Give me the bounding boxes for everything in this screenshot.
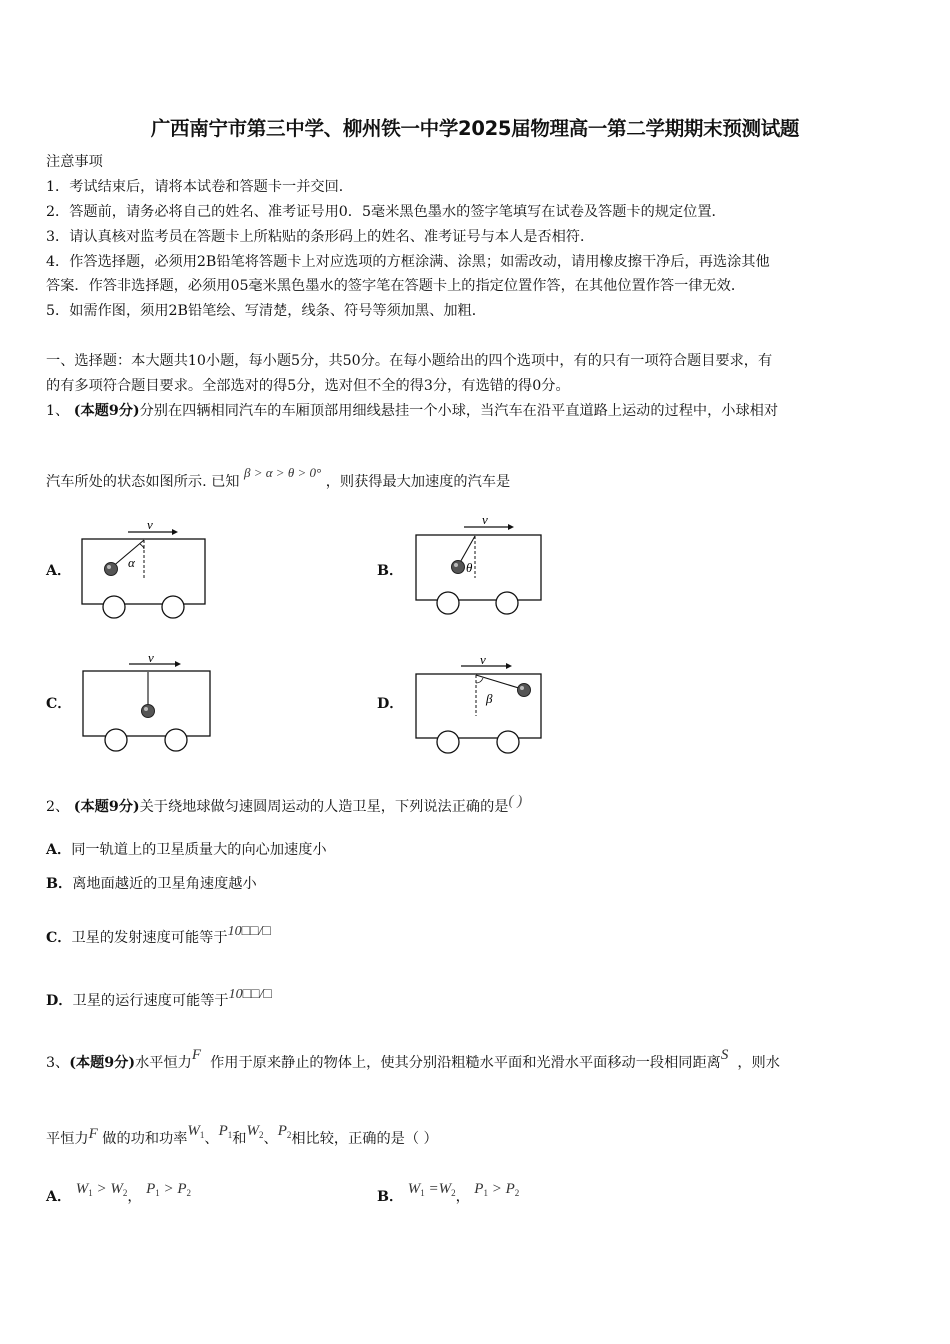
question-text: 水平恒力 xyxy=(135,1055,192,1071)
option-a[interactable] xyxy=(46,1180,191,1206)
section-instructions: 一、选择题：本大题共10小题，每小题5分，共50分。在每小题给出的四个选项中，有的只有一项符合题目要求，有 xyxy=(46,353,773,369)
option-b[interactable] xyxy=(377,1180,519,1206)
power-p2: $P_2$ xyxy=(277,1123,292,1140)
work-w1: $W_1$ xyxy=(187,1123,205,1140)
option-label: B． xyxy=(377,1189,404,1205)
question-text: 关于绕地球做匀速圆周运动的人造卫星，下列说法正确的是 xyxy=(139,799,509,815)
question-1-line-1 xyxy=(46,402,778,420)
work-w2: $W_2$ xyxy=(246,1123,264,1140)
option-label: A． xyxy=(46,1189,72,1205)
notice-item: 5．如需作图，须用2B铅笔绘、写清楚，线条、符号等须加黑、加粗． xyxy=(46,303,486,319)
separator: 、 xyxy=(204,1131,219,1147)
question-number: 2、 xyxy=(46,799,70,815)
option-c-label[interactable]: C． xyxy=(46,696,72,712)
question-score: (本题9分) xyxy=(73,799,140,815)
option-formula: 10□□/□ xyxy=(228,987,272,1002)
option-b[interactable] xyxy=(46,875,257,893)
question-text: 作用于原来静止的物体上，使其分别沿粗糙水平面和光滑水平面移动一段相同距离 xyxy=(210,1055,721,1071)
power-p1: $P_1$ xyxy=(218,1123,233,1140)
car-figure-b xyxy=(414,510,544,620)
question-score: (本题9分) xyxy=(73,403,140,419)
velocity-label: v xyxy=(480,652,486,667)
angle-beta-label: β xyxy=(486,691,493,706)
answer-parenthesis: ( ) xyxy=(508,793,523,809)
conjunction: 和 xyxy=(232,1131,247,1147)
comma: ， xyxy=(455,1189,470,1205)
question-text: 做的功和功率 xyxy=(102,1131,188,1147)
question-text: ，则水 xyxy=(737,1055,780,1071)
page-title: 广西南宁市第三中学、柳州铁一中学2025届物理高一第二学期期末预测试题 xyxy=(150,117,800,140)
force-symbol: F xyxy=(88,1126,98,1142)
question-3-line-1 xyxy=(46,1046,780,1072)
inequality-formula: β > α > θ > 0° xyxy=(243,465,322,480)
separator: 、 xyxy=(263,1131,278,1147)
car-figure-d xyxy=(414,650,544,760)
option-text: 同一轨道上的卫星质量大的向心加速度小 xyxy=(71,842,327,858)
velocity-label: v xyxy=(482,512,488,527)
question-text: 分别在四辆相同汽车的车厢顶部用细线悬挂一个小球，当汽车在沿平直道路上运动的过程中，小球相对 xyxy=(139,403,779,419)
option-formula: $W_1 =W_2$ xyxy=(407,1181,456,1198)
question-2-stem xyxy=(46,792,522,816)
option-label: C． xyxy=(46,930,72,946)
notice-item: 3．请认真核对监考员在答题卡上所粘贴的条形码上的姓名、准考证号与本人是否相符． xyxy=(46,229,595,245)
option-text: 卫星的发射速度可能等于 xyxy=(71,930,228,946)
notice-item: 4．作答选择题，必须用2B铅笔将答题卡上对应选项的方框涂满、涂黑；如需改动，请用橡皮擦干净后，再选涂其他 xyxy=(46,254,770,270)
option-formula: $P_1 > P_2$ xyxy=(474,1181,520,1198)
option-formula: $P_1 > P_2$ xyxy=(146,1181,192,1198)
option-text: 离地面越近的卫星角速度越小 xyxy=(72,876,257,892)
question-number: 3、 xyxy=(46,1055,70,1071)
velocity-label: v xyxy=(147,517,153,532)
question-text: 平恒力 xyxy=(46,1131,89,1147)
option-label: D． xyxy=(46,993,73,1009)
force-symbol: F xyxy=(191,1047,202,1063)
option-d[interactable] xyxy=(46,986,272,1010)
option-formula: 10□□/□ xyxy=(227,924,271,939)
velocity-label: v xyxy=(148,650,154,665)
option-c[interactable] xyxy=(46,923,271,947)
option-label: A． xyxy=(46,842,72,858)
question-text: 相比较，正确的是（ ） xyxy=(291,1131,438,1147)
option-b-label[interactable]: B． xyxy=(377,563,404,579)
notice-item: 2．答题前，请务必将自己的姓名、准考证号用0．5毫米黑色墨水的签字笔填写在试卷及答题卡的规定位置． xyxy=(46,204,726,220)
option-d-label[interactable]: D． xyxy=(377,696,404,712)
notice-item: 1．考试结束后，请将本试卷和答题卡一并交回． xyxy=(46,179,353,195)
comma: ， xyxy=(127,1189,142,1205)
notice-item: 答案．作答非选择题，必须用05毫米黑色墨水的签字笔在答题卡上的指定位置作答，在其他位置作答一律无效． xyxy=(46,278,746,294)
option-a[interactable] xyxy=(46,841,327,859)
option-a-label[interactable]: A． xyxy=(46,563,72,579)
question-text: 汽车所处的状态如图所示. 已知 xyxy=(46,474,240,490)
question-text: ，则获得最大加速度的汽车是 xyxy=(325,474,511,490)
distance-symbol: S xyxy=(720,1047,729,1063)
option-text: 卫星的运行速度可能等于 xyxy=(72,993,229,1009)
angle-alpha-label: α xyxy=(128,555,135,570)
notice-heading: 注意事项 xyxy=(46,154,103,170)
car-figure-c xyxy=(80,648,215,758)
option-label: B． xyxy=(46,876,73,892)
question-3-line-2 xyxy=(46,1122,438,1148)
question-1-line-2 xyxy=(46,464,510,491)
section-instructions-cont: 的有多项符合题目要求。全部选对的得5分，选对但不全的得3分，有选错的得0分。 xyxy=(46,378,570,394)
car-figure-a xyxy=(80,515,210,620)
option-formula: $W_1 > W_2$ xyxy=(75,1181,128,1198)
angle-theta-label: θ xyxy=(466,560,473,575)
question-number: 1、 xyxy=(46,403,70,419)
question-score: (本题9分) xyxy=(69,1055,136,1071)
